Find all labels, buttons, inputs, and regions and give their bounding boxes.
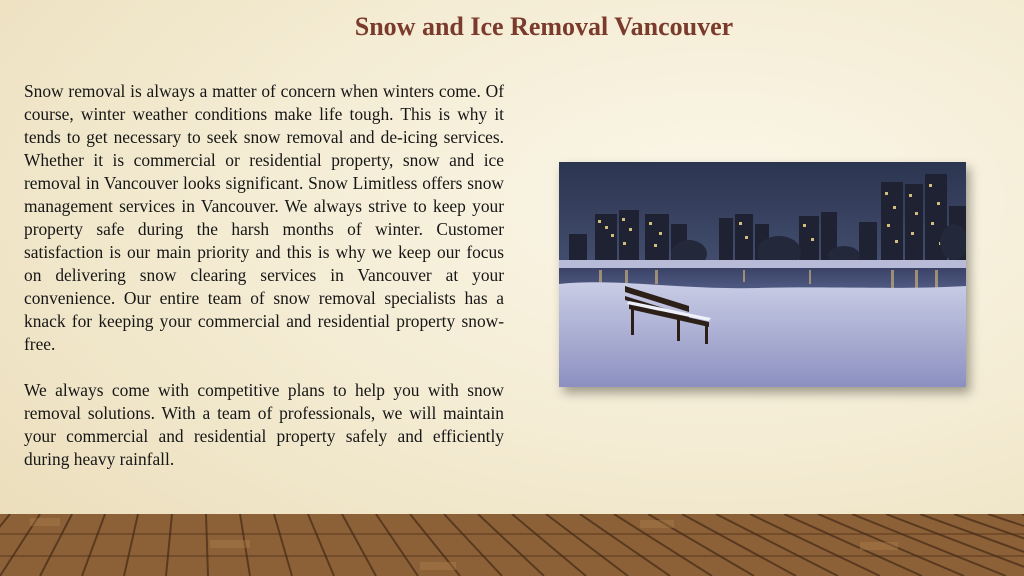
slide-title: Snow and Ice Removal Vancouver bbox=[354, 12, 734, 41]
winter-bench-photo bbox=[559, 162, 966, 387]
winter-scene-image bbox=[559, 162, 966, 387]
body-text bbox=[24, 80, 504, 471]
wood-floor bbox=[0, 514, 1024, 576]
paragraph-1: Snow removal is always a matter of concern when winters come. Of course, winter weather conditions make life tough. This is why it tends to get necessary to seek snow removal and de-icing services. Whether it is commercial or residential property, snow and ice removal in Vancouver looks significant. Snow Limitless offers snow management services in Vancouver. We always strive to keep your property safe during the harsh months of winter. Customer satisfaction is our main priority and this is why we keep our focus on delivering snow clearing services in Vancouver at your convenience. Our entire team of snow removal specialists has a knack for keeping your commercial and residential property snow-free. bbox=[24, 81, 504, 354]
paragraph-2: We always come with competitive plans to help you with snow removal solutions. With a team of professionals, we will maintain your commercial and residential property safely and efficiently during heavy rainfall. bbox=[24, 380, 504, 469]
wood-floor-image bbox=[0, 514, 1024, 576]
